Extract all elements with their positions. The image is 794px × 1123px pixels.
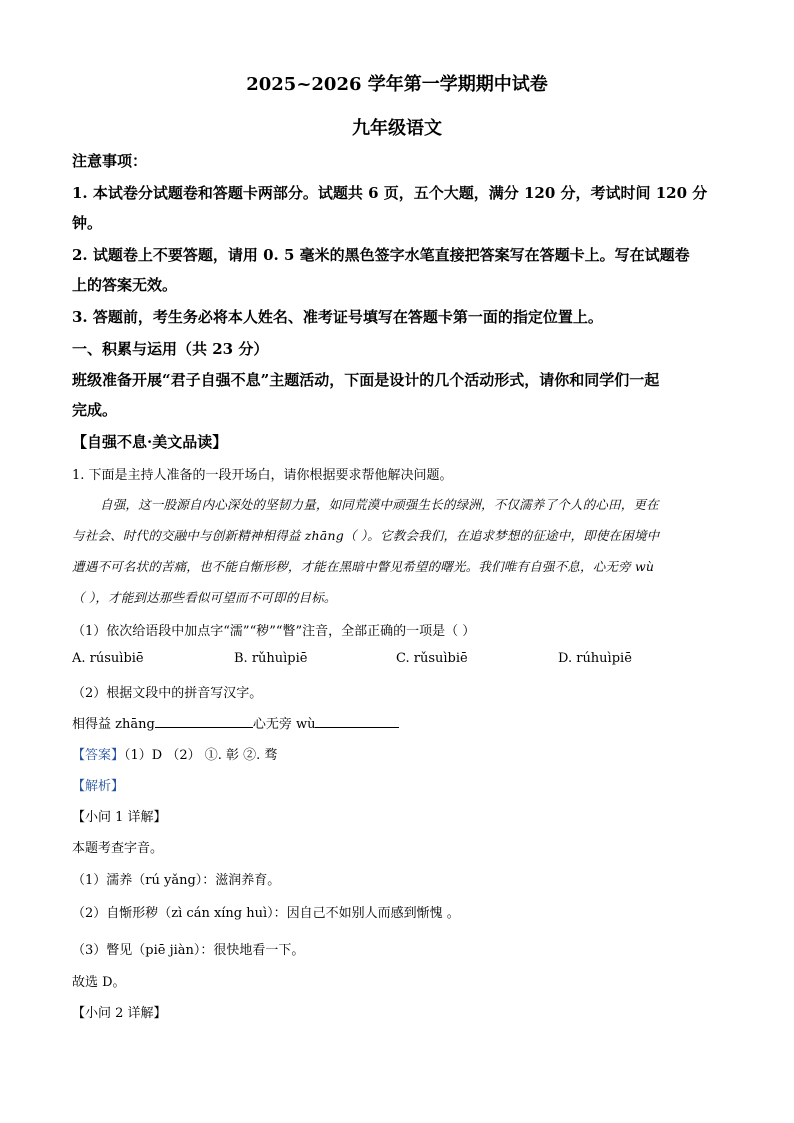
notice-item-1-cont: 钟。 [72, 214, 103, 232]
passage-line-3: 遭遇不可名状的苦痛，也不能自惭形秽，才能在黑暗中瞥见希望的曙光。我们唯有自强不息，心无旁 wù [72, 559, 655, 574]
notice-item-2-cont: 上的答案无效。 [72, 276, 178, 294]
analysis-tag: 【解析】 [72, 779, 125, 794]
option-c: C. rǔsuìbiē [396, 651, 468, 666]
fill-label-b: 心无旁 wù [252, 717, 316, 732]
analysis-q1-conclusion: 故选 D。 [72, 975, 126, 990]
question-1-sub-2: （2）根据文段中的拼音写汉字。 [72, 686, 263, 701]
section-heading: 一、积累与运用（共 23 分） [72, 340, 269, 358]
fill-blank-b [315, 713, 399, 728]
section-intro: 班级准备开展“君子自强不息”主题活动，下面是设计的几个活动形式，请你和同学们一起 [72, 371, 660, 389]
notice-item-1: 1. 本试卷分试题卷和答题卡两部分。试题共 6 页，五个大题，满分 120 分，考试时间 120 分 [72, 184, 708, 202]
fill-blank-a [155, 713, 253, 728]
fill-label-a: 相得益 zhāng [72, 717, 155, 732]
question-1-stem: 1. 下面是主持人准备的一段开场白，请你根据要求帮他解决问题。 [72, 468, 453, 483]
analysis-q1-item-3: （3）瞥见（piē jiàn）：很快地看一下。 [72, 943, 305, 958]
answer-tag: 【答案】 [72, 748, 125, 763]
analysis-q1-item-2: （2）自惭形秽（zì cán xíng huì）：因自己不如别人而感到惭愧 。 [72, 906, 460, 921]
passage-line-4: （ ），才能到达那些看似可望而不可即的目标。 [72, 590, 337, 605]
passage-line-2: 与社会、时代的交融中与创新精神相得益 zhāng（ ）。它教会我们，在追求梦想的征途中，即使在困境中 [72, 528, 660, 543]
part-heading: 【自强不息·美文品读】 [72, 433, 228, 451]
analysis-q1-heading: 【小问 1 详解】 [72, 810, 167, 825]
fill-in-line [72, 713, 399, 732]
option-a: A. rúsuìbiē [72, 651, 144, 666]
option-b: B. rǔhuìpiē [234, 651, 308, 666]
exam-title: 2025~2026 学年第一学期期中试卷 [246, 74, 548, 95]
analysis-q2-heading: 【小问 2 详解】 [72, 1006, 167, 1021]
option-d: D. rúhuìpiē [558, 651, 632, 666]
answer-text: （1）D （2） ①. 彰 ②. 骛 [124, 748, 278, 763]
notice-item-3: 3. 答题前，考生务必将本人姓名、准考证号填写在答题卡第一面的指定位置上。 [72, 308, 603, 326]
question-1-sub-1: （1）依次给语段中加点字“濡”“秽”“瞥”注音，全部正确的一项是（ ） [72, 624, 476, 639]
notice-heading: 注意事项： [72, 152, 148, 170]
answer-line [72, 744, 277, 763]
section-intro-cont: 完成。 [72, 401, 118, 419]
exam-subject: 九年级语文 [352, 118, 442, 139]
notice-item-2: 2. 试题卷上不要答题，请用 0. 5 毫米的黑色签字水笔直接把答案写在答题卡上。写在试题卷 [72, 246, 690, 264]
analysis-q1-intro: 本题考查字音。 [72, 841, 164, 856]
analysis-q1-item-1: （1）濡养（rú yǎng）：滋润养育。 [72, 873, 281, 888]
passage-line-1: 自强，这一股源自内心深处的坚韧力量，如同荒漠中顽强生长的绿洲，不仅濡养了个人的心田，更在 [100, 497, 659, 512]
